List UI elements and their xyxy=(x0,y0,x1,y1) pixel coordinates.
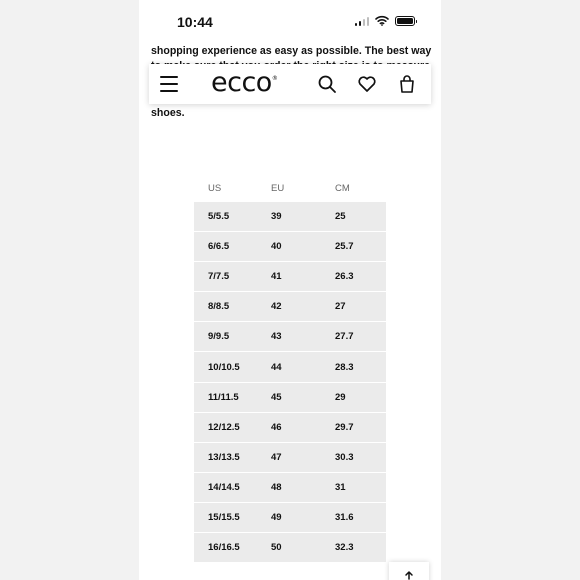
cell-eu: 44 xyxy=(271,361,282,373)
cell-us: 8/8.5 xyxy=(208,301,230,313)
cell-cm: 31.6 xyxy=(335,511,354,523)
cellular-signal-icon xyxy=(355,16,370,26)
intro-line-1: shopping experience as easy as possible. The best way xyxy=(151,45,432,57)
ecco-logo[interactable]: ecco® xyxy=(211,67,278,98)
status-time: 10:44 xyxy=(177,14,213,30)
cell-us: 6/6.5 xyxy=(208,241,230,253)
table-row xyxy=(194,322,386,352)
bag-icon[interactable] xyxy=(397,74,417,94)
cell-cm: 28.3 xyxy=(335,361,354,373)
arrow-up-icon xyxy=(404,570,414,580)
cell-cm: 29 xyxy=(335,391,346,403)
header-us: US xyxy=(208,182,222,194)
cell-cm: 30.3 xyxy=(335,451,354,463)
header-eu: EU xyxy=(271,182,285,194)
cell-cm: 25 xyxy=(335,211,346,223)
table-row xyxy=(194,473,386,503)
cell-eu: 46 xyxy=(271,421,282,433)
cell-us: 16/16.5 xyxy=(208,542,240,554)
cell-us: 12/12.5 xyxy=(208,421,240,433)
cell-eu: 40 xyxy=(271,241,282,253)
size-chart-table xyxy=(194,176,386,563)
cell-eu: 47 xyxy=(271,451,282,463)
cell-eu: 48 xyxy=(271,481,282,493)
table-header-row xyxy=(194,176,386,200)
table-row xyxy=(194,262,386,292)
cell-eu: 42 xyxy=(271,301,282,313)
status-icons xyxy=(355,15,416,26)
header-cm: CM xyxy=(335,182,350,194)
search-icon[interactable] xyxy=(317,74,337,94)
cell-us: 13/13.5 xyxy=(208,451,240,463)
wifi-icon xyxy=(375,15,389,26)
cell-us: 14/14.5 xyxy=(208,481,240,493)
cell-us: 11/11.5 xyxy=(208,391,239,403)
cell-eu: 43 xyxy=(271,331,282,343)
table-row xyxy=(194,533,386,563)
cell-eu: 39 xyxy=(271,211,282,223)
table-row xyxy=(194,503,386,533)
cell-cm: 26.3 xyxy=(335,271,354,283)
cell-cm: 27 xyxy=(335,301,346,313)
table-row xyxy=(194,413,386,443)
cell-cm: 25.7 xyxy=(335,241,354,253)
table-body xyxy=(194,202,386,563)
cell-eu: 45 xyxy=(271,391,282,403)
table-row xyxy=(194,352,386,382)
heart-icon[interactable] xyxy=(357,74,377,94)
cell-us: 7/7.5 xyxy=(208,271,230,283)
scroll-to-top-button[interactable] xyxy=(389,562,429,580)
cell-cm: 29.7 xyxy=(335,421,354,433)
sticky-nav-bar xyxy=(149,64,431,104)
table-row xyxy=(194,232,386,262)
table-row xyxy=(194,443,386,473)
table-row xyxy=(194,292,386,322)
cell-us: 5/5.5 xyxy=(208,211,230,223)
cell-us: 15/15.5 xyxy=(208,511,240,523)
phone-screen xyxy=(139,0,441,580)
battery-icon xyxy=(395,16,415,26)
menu-icon[interactable] xyxy=(160,76,178,92)
cell-eu: 49 xyxy=(271,511,282,523)
table-row xyxy=(194,202,386,232)
cell-cm: 27.7 xyxy=(335,331,354,343)
cell-eu: 41 xyxy=(271,271,282,283)
cell-eu: 50 xyxy=(271,542,282,554)
intro-line-4: shoes. xyxy=(151,106,185,119)
cell-us: 9/9.5 xyxy=(208,331,230,343)
cell-us: 10/10.5 xyxy=(208,361,240,373)
status-bar xyxy=(139,0,441,44)
cell-cm: 32.3 xyxy=(335,542,354,554)
table-row xyxy=(194,383,386,413)
cell-cm: 31 xyxy=(335,481,346,493)
